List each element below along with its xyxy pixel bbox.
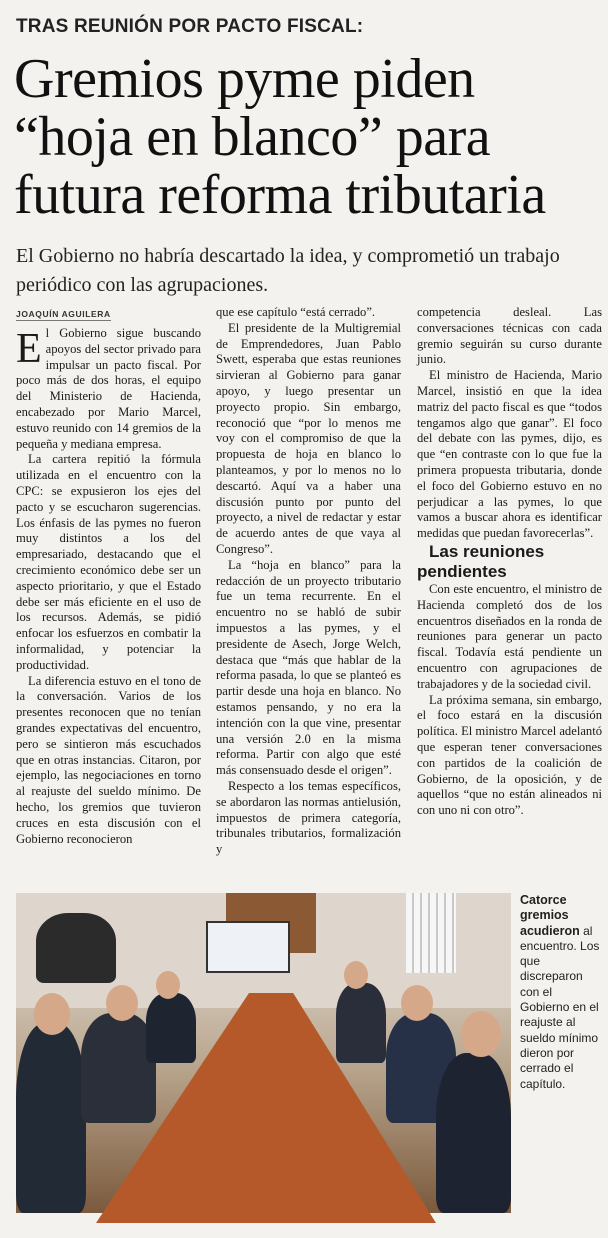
subhead: Las reuniones pendientes (417, 541, 545, 581)
column-1 (16, 326, 201, 871)
drop-cap: E (16, 326, 42, 372)
photo-head (34, 993, 70, 1035)
photo-head (156, 971, 180, 999)
photo-person (436, 1053, 511, 1213)
col3-paragraph-0: competencia desleal. Las conversaciones técnicas con cada gremio seguirán su curso durante junio. (417, 305, 602, 367)
col2-paragraph-0: que ese capítulo “está cerrado”. (216, 305, 376, 319)
photo-head (461, 1011, 501, 1057)
headline: Gremios pyme piden “hoja en blanco” para futura reforma tributaria (14, 48, 546, 226)
col3-paragraph-2: Con este encuentro, el ministro de Hacienda completó dos de los encuentros diseñados en la ronda de reuniones para generar un pacto fiscal. Todavía está pendiente un encuentro con agrupaciones de trabajadores y de la sociedad civil. (417, 581, 602, 691)
col3-paragraph-3: La próxima semana, sin embargo, el foco estará en la discusión política. El ministro Marcel adelantó que esperan tener conversaciones con partidos de la coalición de Gobierno, de la oposición, y de aquellos “que no están alineados ni con uno ni con otro”. (417, 692, 603, 818)
col1-paragraph-2: La cartera repitió la fórmula utilizada en el encuentro con la CPC: se expusieron los ejes del pacto y se escucharon sugerencias. Los énfasis de las pymes no fueron muy distintos a los del empresariado, destacando que el crecimiento económico debe ser un aspecto prioritario, y que el Estado debe ser más eficiente en el uso de los recursos. Además, se pidió enfocar los esfuerzos en combatir la informalidad, y potenciar la productividad. (16, 452, 201, 672)
caption-bold: Catorce gremios acudieron (520, 893, 580, 938)
col1-paragraph-3: La diferencia estuvo en el tono de la conversación. Varios de los presentes reconocen que no tenían grandes expectativas del encuentro, pero se sintieron más escuchados que en otras instancias. Citaron, por ejemplo, las negociaciones en torno al reajuste del sueldo mínimo. De hecho, los gremios que tuvieron cruces en esta discusión con el Gobierno reconocieron (16, 673, 201, 846)
caption-text: al encuentro. Los que discreparon con el Gobierno en el reajuste al sueldo mínimo dieron por cerrado el capítulo. (520, 923, 600, 1091)
photo-presentation-screen (206, 921, 290, 973)
col1-paragraph-1: El Gobierno sigue buscando apoyos del sector privado para impulsar un pacto fiscal. Por poco más de dos horas, el equipo del Ministerio de Hacienda, encabezado por Mario Marcel, estuvo reunido con 14 gremios de la pequeña y mediana empresa. (16, 326, 201, 451)
col2-paragraph-2: La “hoja en blanco” para la redacción de un proyecto tributario fue un tema recurrente. En el encuentro no se habló de subir impuestos a las pymes, y el presidente de Asech, Jorge Welch, destaca que “más que hablar de la reforma pasada, lo que se planteó es partir desde una hoja en blanco. No estamos pensando, y no era la intención con la que vine, presentar una versión 2.0 en la misma reforma. Partir con algo que esté más consensuado desde el origen”. (216, 557, 401, 778)
photo-person (146, 993, 196, 1063)
photo-head (106, 985, 138, 1021)
dek: El Gobierno no habría descartado la idea, y comprometió un trabajo periódico con las agrupaciones. (16, 245, 560, 296)
col2-paragraph-3: Respecto a los temas específicos, se abordaron las normas antielusión, impuestos de primera categoría, tribunales tributarios, formalización y (216, 778, 401, 857)
meeting-photo (11, 893, 511, 1213)
col2-paragraph-1: El presidente de la Multigremial de Emprendedores, Juan Pablo Swett, esperaba que estas reuniones sirvieran al Gobierno para ganar apoyo, y luego presentar un proyecto propio. Sin embargo, reconoció que “por lo menos me voy con el compromiso de que la propuesta de hoja en blanco lo planteamos, y por lo menos no lo descartó. Aquí va a haber una discusión punto por punto del proyecto, a nivel de redactar y estar de acuerdo antes de que vaya al Congreso”. (216, 320, 401, 556)
photo-caption (520, 893, 604, 1092)
kicker: TRAS REUNIÓN POR PACTO FISCAL: (16, 16, 364, 37)
col3-paragraph-1: El ministro de Hacienda, Mario Marcel, insistió en que la idea matriz del pacto fiscal es que “todos tengamos algo que ganar”. El foco del debate con las pymes, dijo, es que “en contraste con lo que fue la primera propuesta tributaria, donde el foco del Gobierno estuvo en no perjudicar a las pymes, lo que vamos a buscar ahora es identificar medidas que puedan favorecerlas”. (417, 368, 602, 541)
photo-head (344, 961, 368, 989)
photo-head (401, 985, 433, 1021)
byline: JOAQUÍN AGUILERA (16, 309, 111, 319)
column-2 (216, 305, 401, 875)
photo-person (36, 913, 116, 983)
photo-person (336, 983, 386, 1063)
photo-person (16, 1023, 86, 1213)
photo-person (81, 1013, 156, 1123)
column-3 (417, 305, 602, 875)
photo-credit: ATON (11, 1189, 18, 1207)
photo-window-blinds (406, 893, 456, 973)
